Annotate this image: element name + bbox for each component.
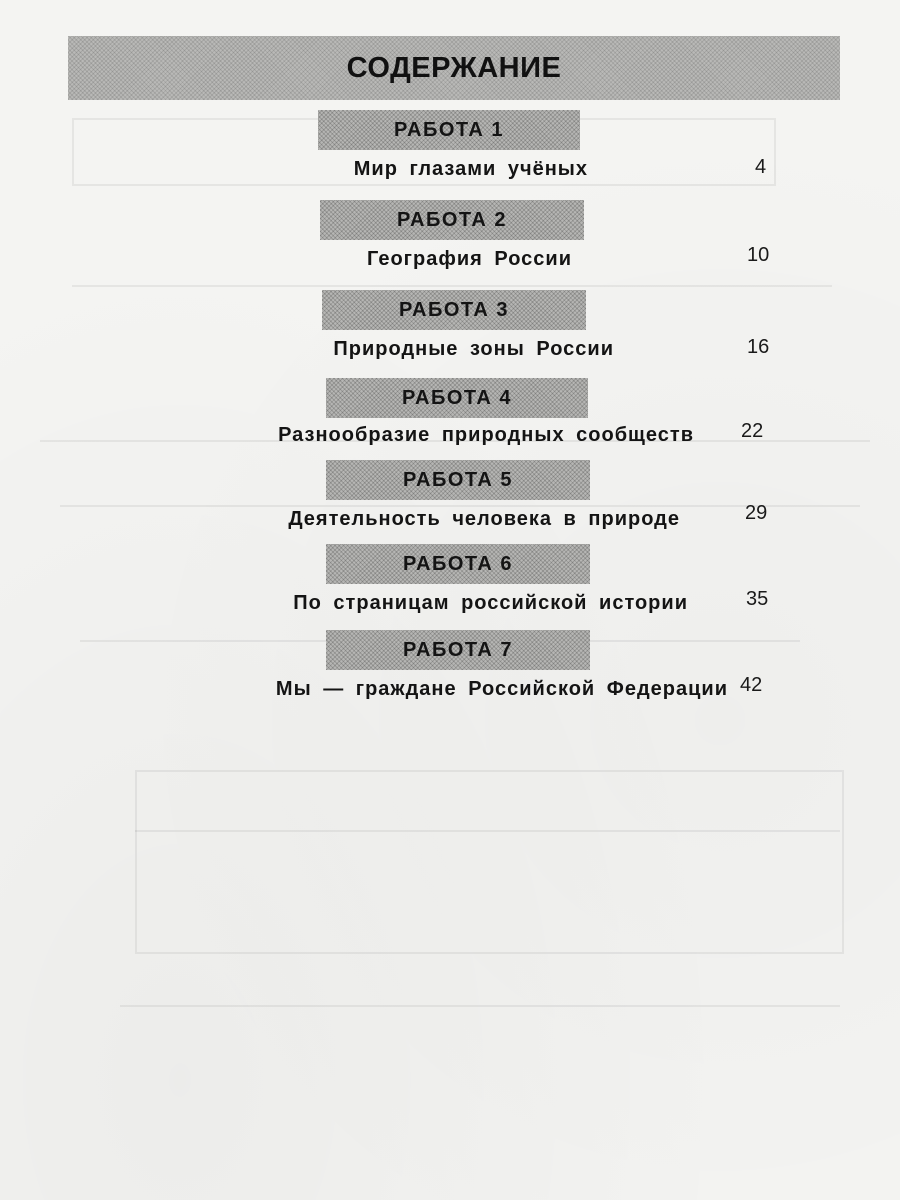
page-title: СОДЕРЖАНИЕ (346, 51, 562, 84)
work-label: РАБОТА 5 (326, 460, 590, 500)
entry-title: Разнообразие природных сообществ (278, 424, 694, 446)
entry-page-number: 42 (740, 674, 763, 696)
work-label: РАБОТА 6 (326, 544, 590, 584)
work-label: РАБОТА 1 (318, 110, 580, 150)
entry-title: Деятельность человека в природе (288, 508, 680, 530)
bleed-through-line (72, 285, 832, 287)
entry-title: География России (367, 248, 572, 270)
entry-page-number: 10 (747, 244, 770, 266)
entry-title: Природные зоны России (333, 338, 614, 360)
entry-page-number: 22 (741, 420, 764, 442)
entry-page-number: 16 (747, 336, 770, 358)
bleed-through-line (135, 830, 840, 832)
contents-banner (68, 36, 840, 100)
entry-title: По страницам российской истории (293, 592, 688, 614)
work-label: РАБОТА 3 (322, 290, 586, 330)
work-label: РАБОТА 2 (320, 200, 584, 240)
bleed-through-line (120, 1005, 840, 1007)
work-label: РАБОТА 4 (326, 378, 588, 418)
entry-page-number: 35 (746, 588, 769, 610)
work-label: РАБОТА 7 (326, 630, 590, 670)
entry-title: Мы — граждане Российской Федерации (275, 678, 728, 700)
entry-page-number: 29 (745, 502, 768, 524)
entry-page-number: 4 (755, 156, 767, 178)
entry-title: Мир глазами учёных (353, 158, 588, 180)
bleed-through-table (135, 770, 844, 954)
bleed-through-line (60, 505, 860, 507)
